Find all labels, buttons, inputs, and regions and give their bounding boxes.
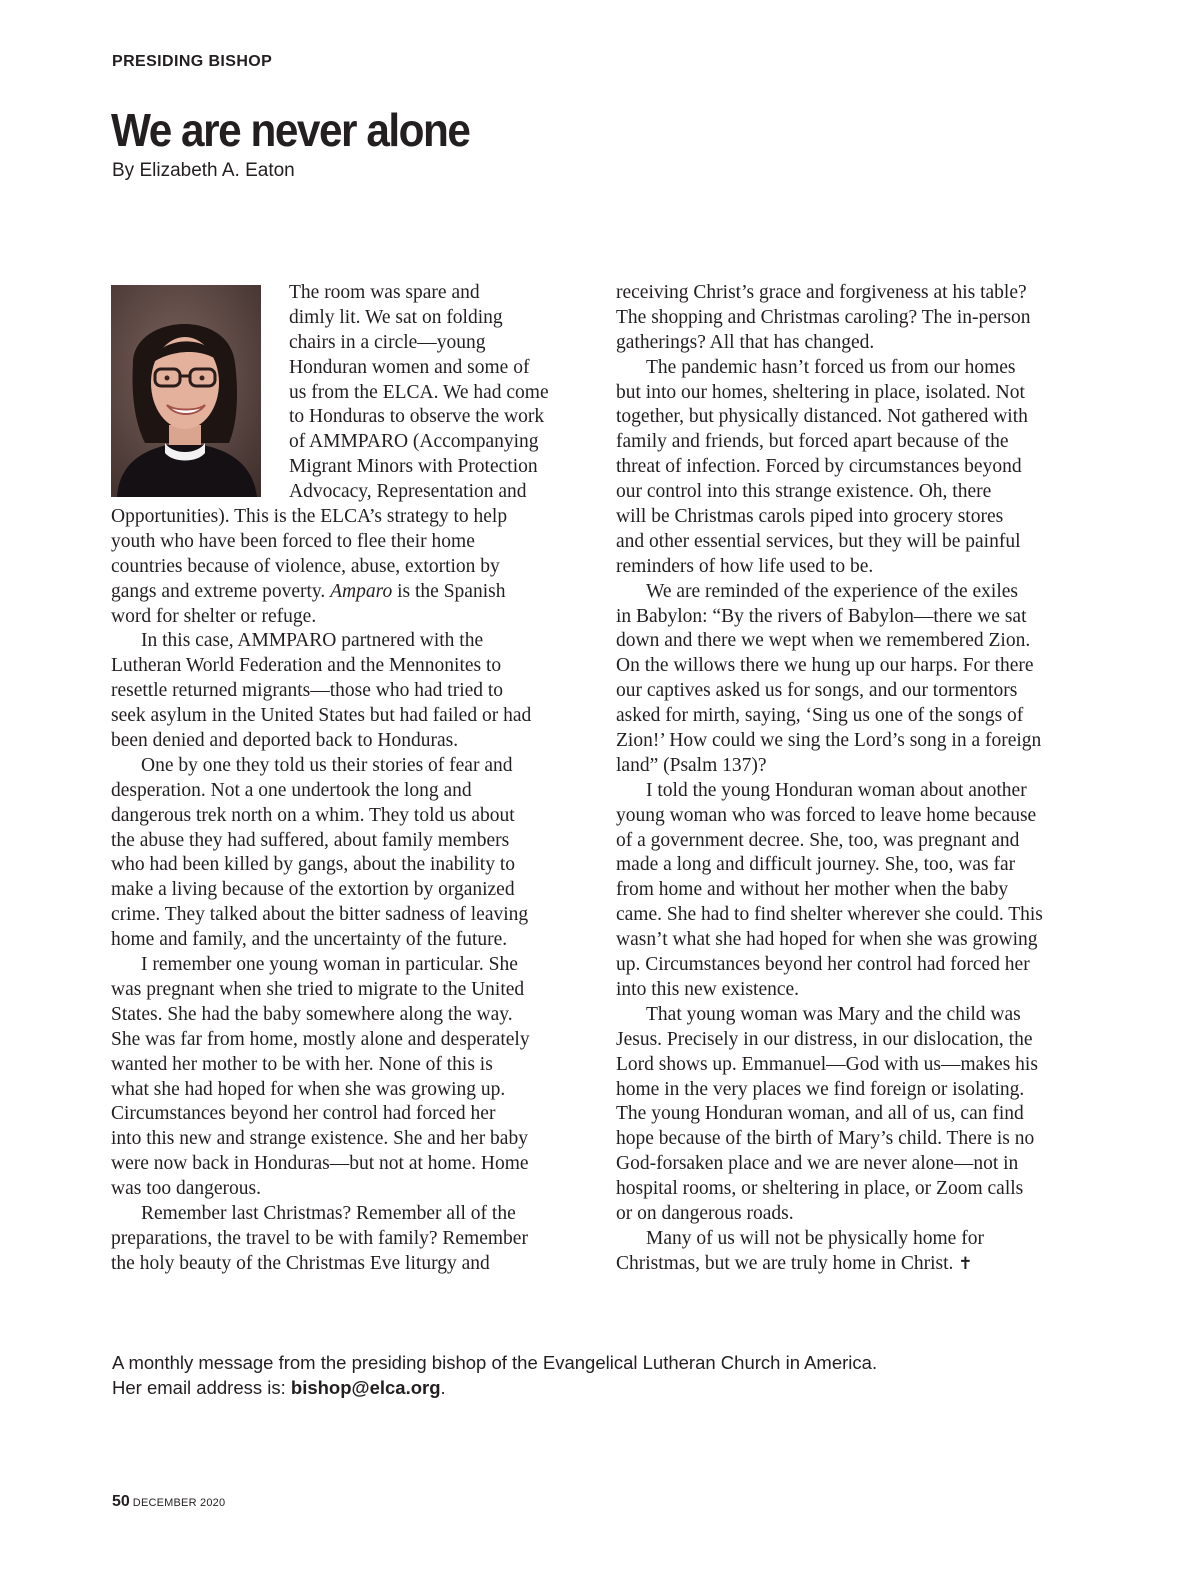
text-line [616, 381, 1092, 406]
line-text: The young Honduran woman, and all of us, can find [616, 1103, 1024, 1125]
line-text: dimly lit. We sat on folding [289, 306, 503, 328]
text-line [111, 878, 581, 903]
text-line [111, 928, 581, 953]
line-text: Lutheran World Federation and the Mennonites to [111, 655, 502, 677]
article-column-right [616, 281, 1092, 1277]
text-line [616, 1252, 1092, 1277]
text-line [616, 1177, 1092, 1202]
text-line [616, 505, 1092, 530]
line-text: youth who have been forced to flee their home [111, 530, 475, 552]
line-text: She was far from home, mostly alone and desperately [111, 1028, 530, 1050]
text-line [616, 555, 1092, 580]
text-line [616, 804, 1092, 829]
text-line [616, 356, 1092, 381]
text-line [616, 580, 1092, 605]
line-text: word for shelter or refuge. [111, 605, 317, 627]
line-text: us from the ELCA. We had come [289, 381, 549, 403]
text-line [616, 1078, 1092, 1103]
text-line [616, 331, 1092, 356]
line-text: into this new existence. [616, 978, 800, 1000]
line-text: hospital rooms, or sheltering in place, or Zoom calls [616, 1178, 1024, 1200]
text-line [616, 530, 1092, 555]
line-text: make a living because of the extortion by organized [111, 879, 515, 901]
line-text: into this new and strange existence. She and her baby [111, 1128, 528, 1150]
text-line [616, 829, 1092, 854]
text-line [616, 779, 1092, 804]
line-text: family and friends, but forced apart because of the [616, 431, 1009, 453]
text-line [616, 654, 1092, 679]
page-folio [112, 1493, 225, 1511]
text-line [616, 679, 1092, 704]
text-line [616, 1028, 1092, 1053]
text-line [111, 779, 581, 804]
line-text: crime. They talked about the bitter sadness of leaving [111, 904, 529, 926]
line-text: Opportunities). This is the ELCA’s strategy to help [111, 506, 508, 528]
line-text: gangs and extreme poverty. [111, 580, 331, 602]
text-line [616, 281, 1092, 306]
text-line [111, 754, 581, 779]
line-text: the holy beauty of the Christmas Eve liturgy and [111, 1252, 490, 1274]
author-photo [111, 285, 261, 497]
text-line [111, 580, 581, 605]
line-text: I remember one young woman in particular. She [141, 954, 518, 976]
footer-line-2 [112, 1375, 877, 1400]
line-text: In this case, AMMPARO partnered with the [141, 630, 484, 652]
text-line [111, 1227, 581, 1252]
text-line [616, 1102, 1092, 1127]
text-line [111, 1177, 581, 1202]
line-text: home and family, and the uncertainty of the future. [111, 929, 508, 951]
text-line [111, 555, 581, 580]
line-text-after: is the Spanish [392, 580, 506, 602]
text-line [616, 928, 1092, 953]
line-text: the abuse they had suffered, about family members [111, 829, 510, 851]
line-text: or on dangerous roads. [616, 1202, 794, 1224]
text-line [111, 853, 581, 878]
line-text: was too dangerous. [111, 1178, 262, 1200]
text-line [111, 1003, 581, 1028]
line-text: dangerous trek north on a whim. They told us about [111, 804, 515, 826]
line-text: what she had hoped for when she was growing up. [111, 1078, 506, 1100]
text-line [616, 1227, 1092, 1252]
footer-line-1: A monthly message from the presiding bishop of the Evangelical Lutheran Church in America. [112, 1352, 878, 1373]
text-line [111, 1152, 581, 1177]
line-text: Honduran women and some of [289, 356, 530, 378]
line-text: Lord shows up. Emmanuel—God with us—makes his [616, 1053, 1038, 1075]
line-text: home in the very places we find foreign or isolating. [616, 1078, 1025, 1100]
line-text: countries because of violence, abuse, extortion by [111, 555, 500, 577]
line-text: Advocacy, Representation and [289, 481, 527, 503]
text-line [111, 530, 581, 555]
text-line [111, 729, 581, 754]
line-text: preparations, the travel to be with family? Remember [111, 1227, 528, 1249]
line-text: resettle returned migrants—those who had tried to [111, 680, 504, 702]
text-line [616, 1202, 1092, 1227]
byline: By Elizabeth A. Eaton [112, 160, 295, 181]
line-text: threat of infection. Forced by circumstances beyond [616, 456, 1022, 478]
line-text: One by one they told us their stories of fear and [141, 754, 513, 776]
line-text: down and there we wept when we remembered Zion. [616, 630, 1031, 652]
text-line [111, 629, 581, 654]
line-text: On the willows there we hung up our harps. For there [616, 655, 1034, 677]
text-line [616, 953, 1092, 978]
right-column-text [616, 281, 1092, 1277]
line-text: Jesus. Precisely in our distress, in our dislocation, the [616, 1028, 1033, 1050]
text-line [616, 629, 1092, 654]
page-number: 50 [112, 1493, 130, 1510]
line-text: Migrant Minors with Protection [289, 456, 538, 478]
line-text: came. She had to find shelter wherever she could. This [616, 904, 1043, 926]
line-text: The room was spare and [289, 282, 480, 303]
text-line [616, 405, 1092, 430]
line-text: up. Circumstances beyond her control had forced her [616, 954, 1030, 976]
issue-date: DECEMBER 2020 [132, 1497, 226, 1509]
text-line [111, 1202, 581, 1227]
line-text: but into our homes, sheltering in place, isolated. Not [616, 381, 1025, 403]
text-line [616, 455, 1092, 480]
line-text: We are reminded of the experience of the exiles [646, 580, 1018, 602]
footer-email-suffix: . [440, 1377, 446, 1398]
text-line [111, 605, 581, 630]
line-text: I told the young Honduran woman about another [646, 779, 1027, 801]
text-line [111, 903, 581, 928]
text-line [616, 1053, 1092, 1078]
line-text: seek asylum in the United States but had failed or had [111, 705, 532, 727]
line-text: gatherings? All that has changed. [616, 331, 875, 353]
article-title: We are never alone [111, 104, 470, 156]
line-text: were now back in Honduras—but not at home. Home [111, 1153, 529, 1175]
line-text: Many of us will not be physically home for [646, 1227, 984, 1249]
end-cross-icon: ✝ [958, 1253, 973, 1274]
line-text: reminders of how life used to be. [616, 555, 874, 577]
text-line [111, 1053, 581, 1078]
line-text: asked for mirth, saying, ‘Sing us one of the songs of [616, 705, 1024, 727]
footer-email-prefix: Her email address is: [112, 1377, 291, 1398]
text-line [616, 605, 1092, 630]
text-line [111, 1127, 581, 1152]
italic-term: Amparo [330, 580, 393, 602]
line-text: our captives asked us for songs, and our tormentors [616, 680, 1018, 702]
line-text: Christmas, but we are truly home in Christ. [616, 1252, 959, 1274]
text-line [616, 729, 1092, 754]
text-line [616, 1152, 1092, 1177]
line-text: desperation. Not a one undertook the long and [111, 779, 472, 801]
text-line [111, 505, 581, 530]
line-text: young woman who was forced to leave home because [616, 804, 1037, 826]
line-text: was pregnant when she tried to migrate to the United [111, 978, 525, 1000]
text-line [111, 1102, 581, 1127]
text-line [111, 704, 581, 729]
article-column-left [111, 281, 581, 1277]
line-text: Circumstances beyond her control had forced her [111, 1103, 496, 1125]
line-text: to Honduras to observe the work [289, 406, 545, 428]
line-text: of AMMPARO (Accompanying [289, 431, 539, 453]
line-text: The shopping and Christmas caroling? The in-person [616, 306, 1031, 328]
line-text: and other essential services, but they will be painful [616, 530, 1021, 552]
line-text: land” (Psalm 137)? [616, 754, 767, 776]
line-text: That young woman was Mary and the child was [646, 1003, 1021, 1025]
line-text: The pandemic hasn’t forced us from our homes [646, 356, 1016, 378]
line-text: receiving Christ’s grace and forgiveness at his table? [616, 282, 1027, 303]
text-line [111, 829, 581, 854]
text-line [616, 853, 1092, 878]
line-text: together, but physically distanced. Not gathered with [616, 406, 1028, 428]
text-line [111, 654, 581, 679]
line-text: wasn’t what she had hoped for when she was growing [616, 929, 1038, 951]
text-line [616, 1003, 1092, 1028]
text-line [616, 978, 1092, 1003]
line-text: who had been killed by gangs, about the inability to [111, 854, 516, 876]
author-portrait-image [111, 285, 261, 497]
line-text: made a long and difficult journey. She, too, was far [616, 854, 1016, 876]
line-text: hope because of the birth of Mary’s child. There is no [616, 1128, 1035, 1150]
line-text: wanted her mother to be with her. None of this is [111, 1053, 493, 1075]
text-line [111, 1028, 581, 1053]
text-line [616, 754, 1092, 779]
text-line [616, 878, 1092, 903]
line-text: chairs in a circle—young [289, 331, 486, 353]
email-link[interactable]: bishop@elca.org [290, 1377, 441, 1398]
line-text: God-forsaken place and we are never alone—not in [616, 1153, 1019, 1175]
text-line [616, 903, 1092, 928]
text-line [111, 953, 581, 978]
line-text: been denied and deported back to Honduras. [111, 730, 459, 752]
section-kicker: PRESIDING BISHOP [112, 53, 273, 70]
text-line [111, 679, 581, 704]
text-line [616, 430, 1092, 455]
line-text: Remember last Christmas? Remember all of the [141, 1202, 516, 1224]
text-line [111, 804, 581, 829]
line-text: Zion!’ How could we sing the Lord’s song in a foreign [616, 730, 1042, 752]
text-line [616, 306, 1092, 331]
text-line [616, 704, 1092, 729]
line-text: States. She had the baby somewhere along the way. [111, 1003, 513, 1025]
text-line [111, 1078, 581, 1103]
line-text: of a government decree. She, too, was pregnant and [616, 829, 1020, 851]
line-text: from home and without her mother when the baby [616, 879, 1009, 901]
line-text: in Babylon: “By the rivers of Babylon—there we sat [616, 605, 1027, 627]
line-text: our control into this strange existence. Oh, there [616, 481, 992, 503]
text-line [111, 1252, 581, 1277]
text-line [616, 480, 1092, 505]
text-line [616, 1127, 1092, 1152]
text-line [111, 978, 581, 1003]
footer-note [112, 1350, 877, 1400]
line-text: will be Christmas carols piped into grocery stores [616, 506, 1004, 528]
